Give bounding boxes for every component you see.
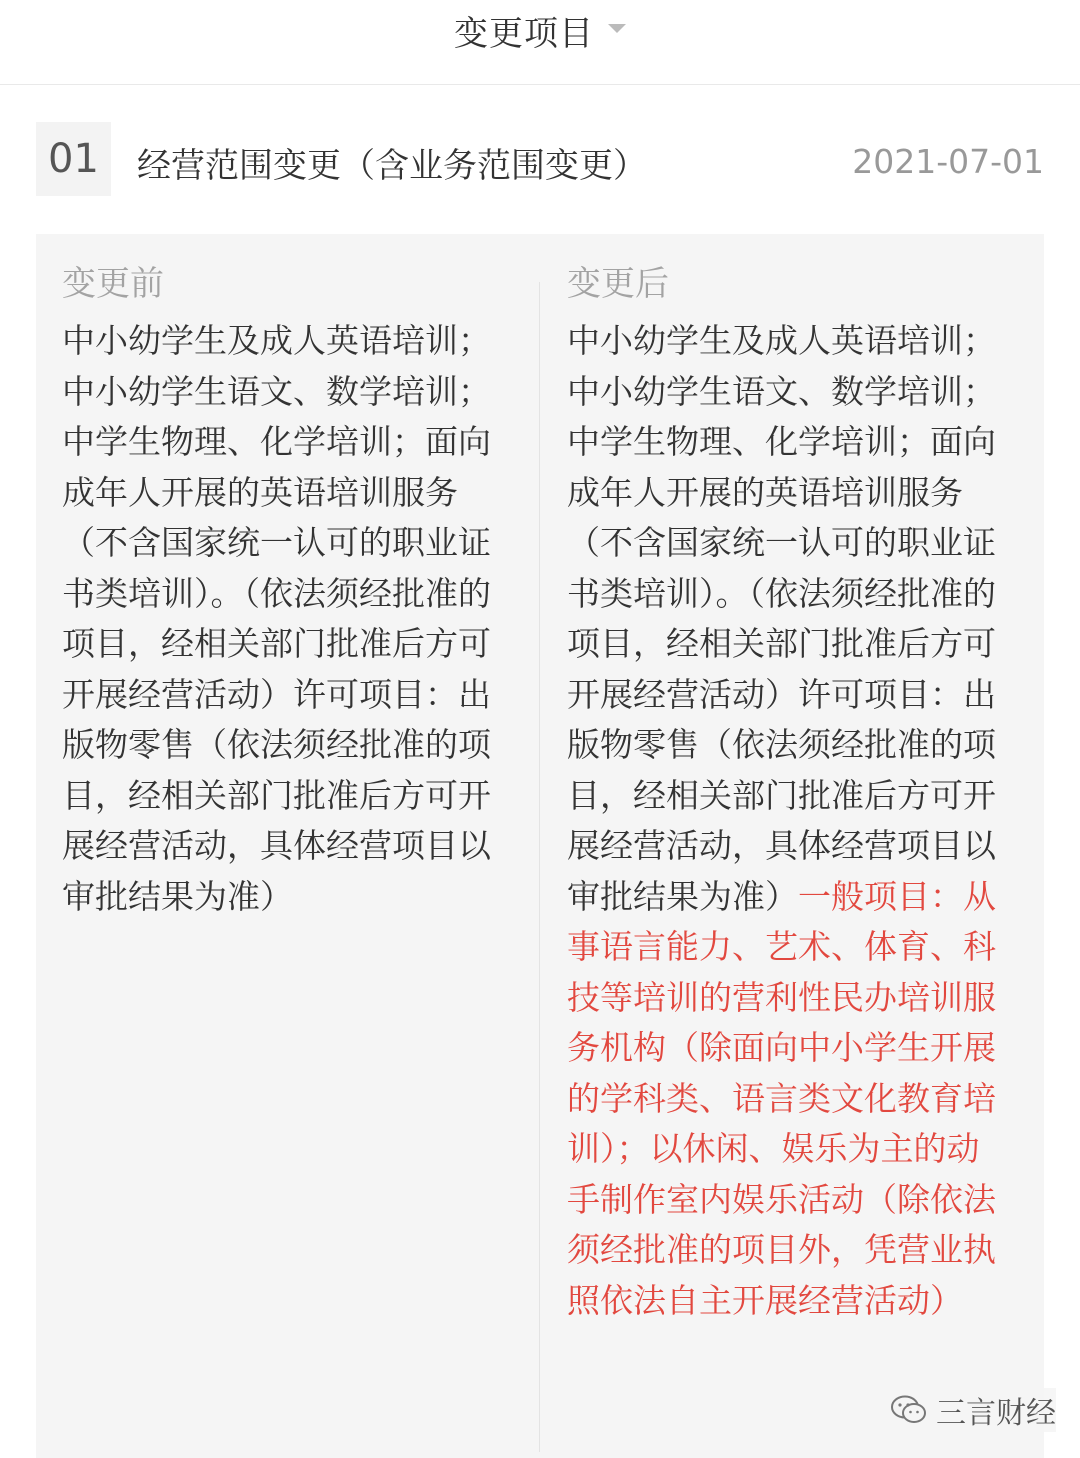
before-column	[62, 258, 502, 922]
change-record-row	[36, 122, 1044, 196]
record-date: 2021-07-01	[852, 142, 1044, 181]
after-text: 中小幼学生及成人英语培训；中小幼学生语文、数学培训；中学生物理、化学培训；面向成年人开展的英语培训服务（不含国家统一认可的职业证书类培训）。（依法须经批准的项目，经相关部门批准后方可开展经营活动）许可项目：出版物零售（依法须经批准的项目，经相关部门批准后方可开展经营活动，具体经营项目以审批结果为准）	[567, 321, 996, 916]
compare-panel	[36, 234, 1044, 1458]
record-index: 01	[36, 122, 111, 196]
column-divider	[539, 282, 540, 1452]
before-heading: 变更前	[62, 264, 164, 304]
after-text-block	[567, 316, 1007, 1326]
watermark	[890, 1388, 1056, 1432]
after-highlight-text: 一般项目：从事语言能力、艺术、体育、科技等培训的营利性民办培训服务机构（除面向中小学生开展的学科类、语言类文化教育培训）；以休闲、娱乐为主的动手制作室内娱乐活动（除依法须经批准的项目外，凭营业执照依法自主开展经营活动）	[567, 876, 996, 1320]
watermark-text: 三言财经	[936, 1396, 1056, 1431]
after-column	[567, 258, 1007, 1326]
page-title[interactable]: 变更项目	[454, 13, 594, 54]
before-text: 中小幼学生及成人英语培训；中小幼学生语文、数学培训；中学生物理、化学培训；面向成年人开展的英语培训服务（不含国家统一认可的职业证书类培训）。（依法须经批准的项目，经相关部门批准后方可开展经营活动）许可项目：出版物零售（依法须经批准的项目，经相关部门批准后方可开展经营活动，具体经营项目以审批结果为准）	[62, 321, 491, 916]
caret-down-icon[interactable]	[608, 24, 626, 33]
record-title: 经营范围变更（含业务范围变更）	[137, 146, 647, 186]
wechat-icon	[890, 1394, 928, 1426]
page-header	[0, 0, 1080, 85]
after-heading: 变更后	[567, 264, 669, 304]
